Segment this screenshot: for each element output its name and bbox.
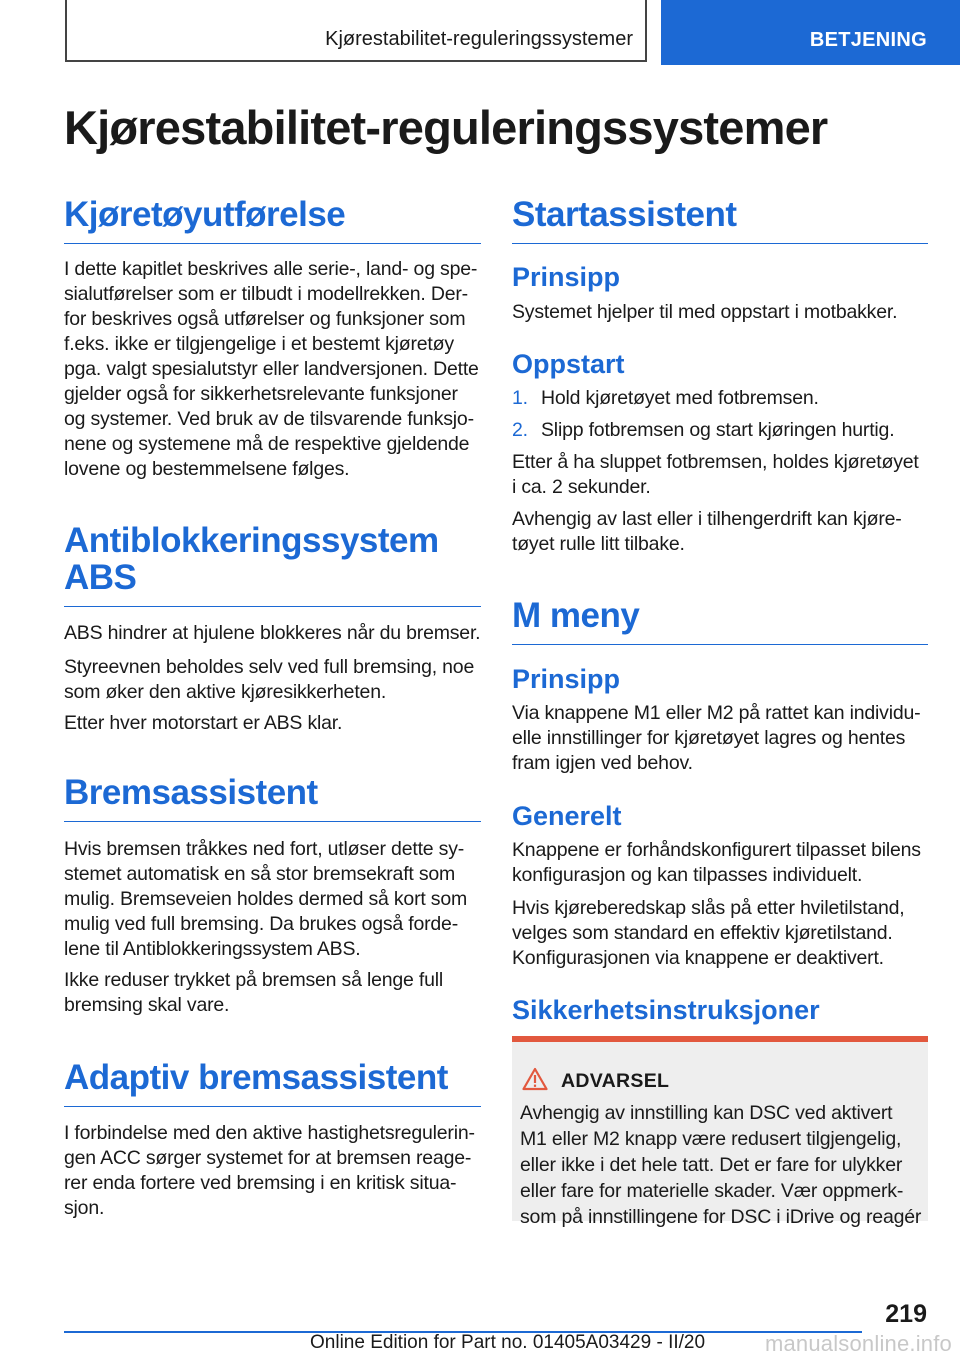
paragraph-generelt-2 [512, 896, 928, 971]
heading-startassistent: Startassistent [512, 196, 928, 244]
paragraph-adaptiv-bremsassistent [64, 1121, 481, 1221]
step-text: Slipp fotbremsen og start kjøringen hurtig. [541, 419, 895, 441]
page-title: Kjørestabilitet-reguleringssystemer [64, 101, 828, 154]
subheading-prinsipp-start: Prinsipp [512, 262, 621, 292]
text-line: Via knappene M1 eller M2 på rattet kan individu- [512, 702, 921, 724]
warning-triangle-icon [522, 1067, 548, 1096]
paragraph-mmeny-prinsipp [512, 701, 928, 776]
text-line: mulig ved full bremsing. Da brukes også forde- [64, 913, 458, 935]
text-line: Knappene er forhåndskonfigurert tilpasset bilens [512, 839, 921, 861]
page-number: 219 [885, 1300, 927, 1328]
text-line: mulig. Bremseveien holdes dermed så kort som [64, 888, 468, 910]
text-line: for beskrives også utførelser og funksjoner som [64, 308, 466, 330]
paragraph-kjoretoyutforelse [64, 257, 481, 482]
warning-box [512, 1036, 928, 1228]
text-line: sialutførelser som er tilbudt i modellrekken. Der- [64, 283, 468, 305]
paragraph-generelt-1 [512, 838, 928, 888]
text-line: bremsing skal vare. [64, 994, 230, 1016]
text-line: som øker den aktive kjøresikkerheten. [64, 681, 387, 703]
warning-title: ADVARSEL [561, 1070, 670, 1092]
paragraph-abs-1: ABS hindrer at hjulene blokkeres når du bremser. [64, 622, 481, 644]
heading-m-meny: M meny [512, 597, 928, 645]
header-section-title: Kjørestabilitet-reguleringssystemer [325, 28, 633, 50]
text-line: eller fare for materielle skader. Vær oppmerk- [520, 1180, 904, 1202]
text-line: fram igjen ved behov. [512, 752, 693, 774]
text-line: som på innstillingene for DSC i iDrive og reagér [520, 1206, 922, 1228]
text-line: Avhengig av last eller i tilhengerdrift kan kjøre- [512, 508, 902, 530]
text-line: gjelder også for sikkerhetsrelevante funksjoner [64, 383, 458, 405]
text-line: I dette kapitlet beskrives alle serie-, land- og spe- [64, 258, 478, 280]
heading-abs [64, 522, 481, 607]
text-line: konfigurasjon og kan tilpasses individuelt. [512, 864, 863, 886]
header-chapter-tab [661, 0, 960, 65]
text-line: sjon. [64, 1197, 105, 1219]
text-line: Konfigurasjonen via knappene er deaktivert. [512, 947, 884, 969]
text-line: velges som standard en effektiv kjøretilstand. [512, 922, 893, 944]
text-line: elle innstillinger for kjøretøyet lagres og hentes [512, 727, 906, 749]
text-line: i ca. 2 sekunder. [512, 476, 651, 498]
text-line: Hvis bremsen tråkkes ned fort, utløser dette sy- [64, 838, 465, 860]
text-line: Ikke reduser trykket på bremsen så lenge full [64, 969, 444, 991]
text-line: lovene og bestemmelsene følges. [64, 458, 350, 480]
text-line: Styreevnen beholdes selv ved full bremsing, noe [64, 656, 475, 678]
text-line: Etter å ha sluppet fotbremsen, holdes kjøretøyet [512, 451, 919, 473]
text-line: I forbindelse med den aktive hastighetsregulerin- [64, 1122, 475, 1144]
step-text: Hold kjøretøyet med fotbremsen. [541, 387, 819, 409]
heading-line: ABS [64, 558, 137, 597]
text-line: gen ACC sørger systemet for at bremsen reage- [64, 1147, 472, 1169]
text-line: stemet automatisk en så stor bremsekraft som [64, 863, 456, 885]
heading-bremsassistent: Bremsassistent [64, 774, 481, 822]
text-line: pga. valgt spesialutstyr eller landversjonen. Dette [64, 358, 479, 380]
heading-adaptiv-bremsassistent: Adaptiv bremsassistent [64, 1059, 481, 1107]
footer-watermark: manualsonline.info [764, 1331, 952, 1356]
text-line: eller ikke i det hele tatt. Det er fare for ulykker [520, 1154, 903, 1176]
header-section-box [65, 0, 647, 62]
text-line: f.eks. ikke er tilgjengelige i et bestemt kjøretøy [64, 333, 454, 355]
text-line: Hvis kjøreberedskap slås på etter hviletilstand, [512, 897, 905, 919]
heading-line: Antiblokkeringssystem [64, 521, 439, 560]
paragraph-startassistent-prinsipp: Systemet hjelper til med oppstart i motbakker. [512, 301, 898, 323]
paragraph-bremsassistent-2 [64, 968, 481, 1018]
step-number: 2. [512, 419, 528, 441]
subheading-generelt: Generelt [512, 801, 622, 831]
text-line: lene til Antiblokkeringssystem ABS. [64, 938, 361, 960]
step-number: 1. [512, 387, 528, 409]
text-line: M1 eller M2 knapp være redusert tilgjengelig, [520, 1128, 902, 1150]
text-line: Avhengig av innstilling kan DSC ved aktivert [520, 1102, 893, 1124]
text-line: rer enda fortere ved bremsing i en kritisk situa- [64, 1172, 457, 1194]
footer-edition: Online Edition for Part no. 01405A03429 - II/20 [310, 1332, 706, 1353]
paragraph-abs-3: Etter hver motorstart er ABS klar. [64, 712, 343, 734]
text-line: nene og systemene må de respektive gjeldende [64, 433, 470, 455]
paragraph-startassistent-3 [512, 507, 928, 557]
header-chapter-label: BETJENING [809, 29, 927, 51]
text-line: tøyet rulle litt tilbake. [512, 533, 685, 555]
text-line: og systemer. Ved bruk av de tilsvarende funksjo- [64, 408, 474, 430]
heading-kjoretoyutforelse: Kjøretøyutførelse [64, 196, 481, 244]
subheading-prinsipp-mmeny: Prinsipp [512, 664, 621, 694]
subheading-sikkerhetsinstruksjoner: Sikkerhetsinstruksjoner [512, 995, 820, 1025]
paragraph-bremsassistent-1 [64, 837, 481, 962]
paragraph-startassistent-2 [512, 450, 928, 500]
paragraph-abs-2 [64, 655, 481, 705]
warning-text [520, 1100, 922, 1230]
subheading-oppstart: Oppstart [512, 349, 625, 379]
